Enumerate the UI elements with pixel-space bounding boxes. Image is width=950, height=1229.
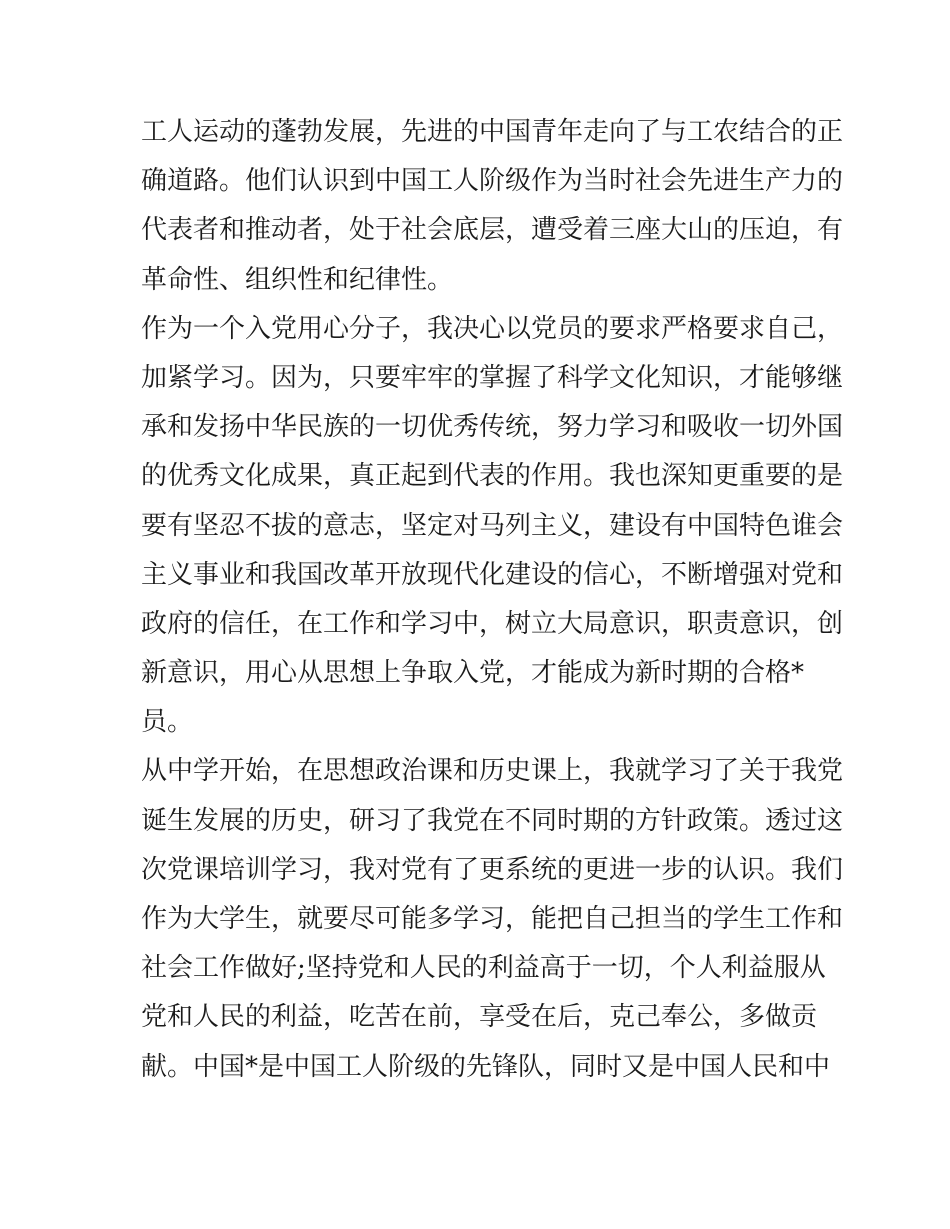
body-text xyxy=(141,108,844,1092)
text-line: 革命性、组织性和纪律性。 xyxy=(141,264,454,295)
text-line: 确道路。他们认识到中国工人阶级作为当时社会先进生产力的 xyxy=(141,166,844,197)
text-line: 要有坚忍不拔的意志，坚定对马列主义，建设有中国特色谁会 xyxy=(141,510,844,541)
text-line: 献。中国*是中国工人阶级的先锋队，同时又是中国人民和中 xyxy=(141,1051,831,1082)
text-line: 次党课培训学习，我对党有了更系统的更进一步的认识。我们 xyxy=(141,854,844,885)
text-line: 政府的信任，在工作和学习中，树立大局意识，职责意识，创 xyxy=(141,608,844,639)
text-line: 社会工作做好;坚持党和人民的利益高于一切，个人利益服从 xyxy=(141,953,826,984)
text-line: 代表者和推动者，处于社会底层，遭受着三座大山的压迫，有 xyxy=(141,215,844,246)
text-line: 党和人民的利益，吃苦在前，享受在后，克己奉公，多做贡 xyxy=(141,1002,818,1033)
text-line: 作为大学生，就要尽可能多学习，能把自己担当的学生工作和 xyxy=(141,904,844,934)
text-line: 加紧学习。因为，只要牢牢的掌握了科学文化知识，才能够继 xyxy=(141,362,844,393)
text-line: 诞生发展的历史，研习了我党在不同时期的方针政策。透过这 xyxy=(141,805,844,836)
text-line: 主义事业和我国改革开放现代化建设的信心，不断增强对党和 xyxy=(141,559,844,590)
text-line: 作为一个入党用心分子，我决心以党员的要求严格要求自己， xyxy=(141,313,844,344)
text-line: 新意识，用心从思想上争取入党，才能成为新时期的合格* xyxy=(141,658,805,689)
text-line: 的优秀文化成果，真正起到代表的作用。我也深知更重要的是 xyxy=(141,461,844,492)
text-line: 员。 xyxy=(141,707,194,738)
text-line: 承和发扬中华民族的一切优秀传统，努力学习和吸收一切外国 xyxy=(141,412,844,443)
text-line: 工人运动的蓬勃发展，先进的中国青年走向了与工农结合的正 xyxy=(141,117,844,147)
text-line: 从中学开始，在思想政治课和历史课上，我就学习了关于我党 xyxy=(141,756,844,787)
